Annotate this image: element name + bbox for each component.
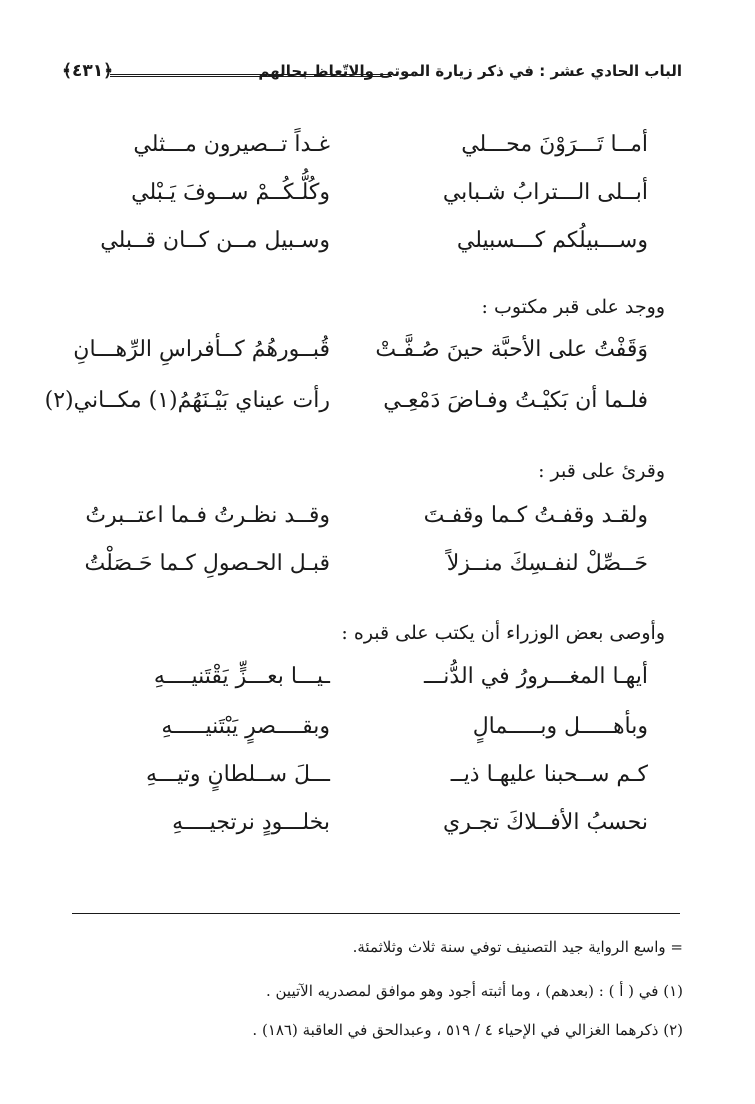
verse-first-hemistich: وَقَفْتُ على الأحبَّة حينَ صُـفَّـتْ <box>375 337 648 362</box>
verse-line <box>100 664 648 704</box>
verse-first-hemistich: أيهـا المغـــرورُ في الدُّنـــ <box>423 664 648 689</box>
verse-line <box>73 337 648 377</box>
verse-second-hemistich: وبقــــصرٍ يَبْتَنيـــــهِ <box>161 714 330 739</box>
page-number: ﴿٤٣١﴾ <box>62 61 114 81</box>
footnote-separator <box>72 913 680 914</box>
verse-line <box>44 388 648 428</box>
verse-second-hemistich: بخلـــودٍ نرتجيــــهِ <box>172 810 330 835</box>
verse-second-hemistich: ـيـــا بعـــزٍّ يَقْتَنيــــهِ <box>153 664 330 689</box>
verse-line <box>100 228 648 268</box>
verse-line <box>100 714 648 754</box>
verse-second-hemistich: قبـل الحـصولِ كـما حَـصَلْتُ <box>84 551 330 576</box>
footnote: (١) في ( أ ) : (بعدهم) ، وما أثبته أجود وهو موافق لمصدريه الآتيين . <box>265 982 683 1000</box>
section-intro: وأوصى بعض الوزراء أن يكتب على قبره : <box>341 622 665 644</box>
verse-first-hemistich: أبــلى الـــترابُ شـبابي <box>442 180 648 205</box>
verse-second-hemistich: قُبــورهُمُ كــأفراسِ الرِّهـــانِ <box>73 337 330 362</box>
verse-line <box>85 503 648 543</box>
verse-first-hemistich: كـم ســحبنا عليهـا ذيــ <box>450 762 648 787</box>
verse-first-hemistich: نحسبُ الأفــلاكَ تجـري <box>443 810 648 835</box>
verse-second-hemistich: وقــد نظـرتُ فـما اعتــبرتُ <box>85 503 330 528</box>
verse-first-hemistich: حَــصِّلْ لنفـسِكَ منــزلاً <box>446 551 648 576</box>
verse-first-hemistich: فلـما أن بَكيْـتُ وفـاضَ دَمْعِـي <box>383 388 648 413</box>
verse-first-hemistich: ولقـد وقفـتُ كـما وقفـتَ <box>423 503 648 528</box>
verse-first-hemistich: أمــا تَـــرَوْنَ محـــلي <box>461 132 648 157</box>
verse-line <box>100 762 648 802</box>
verse-second-hemistich: غـداً تــصيرون مـــثلي <box>133 132 330 157</box>
verse-line <box>100 132 648 172</box>
footnote: = واسع الرواية جيد التصنيف توفي سنة ثلاث وثلاثمئة. <box>352 938 683 956</box>
section-intro: ووجد على قبر مكتوب : <box>481 296 665 318</box>
verse-first-hemistich: وســـبيلُكم كـــسبيلي <box>456 228 648 253</box>
verse-second-hemistich: ـــلَ ســلطانٍ وتيـــهِ <box>145 762 330 787</box>
running-header <box>62 62 682 90</box>
verse-second-hemistich: وسـبيل مــن كــان قــبلي <box>100 228 330 253</box>
verse-line <box>100 810 648 850</box>
verse-line <box>84 551 648 591</box>
verse-first-hemistich: وبأهـــــل وبـــــمالٍ <box>472 714 648 739</box>
section-intro: وقرئ على قبر : <box>538 460 665 482</box>
verse-second-hemistich: رأت عيناي بَيْـنَهُمُ(١) مكــاني(٢) <box>44 388 330 413</box>
verse-line <box>100 180 648 220</box>
footnote: (٢) ذكرهما الغزالي في الإحياء ٤ / ٥١٩ ، وعبدالحق في العاقبة (١٨٦) . <box>252 1021 683 1039</box>
chapter-title: الباب الحادي عشر : في ذكر زيارة الموتى والاتّعاظ بحالهم <box>258 62 682 80</box>
verse-second-hemistich: وكُلُّـكُــمْ ســوفَ يَـبْلي <box>131 180 330 205</box>
